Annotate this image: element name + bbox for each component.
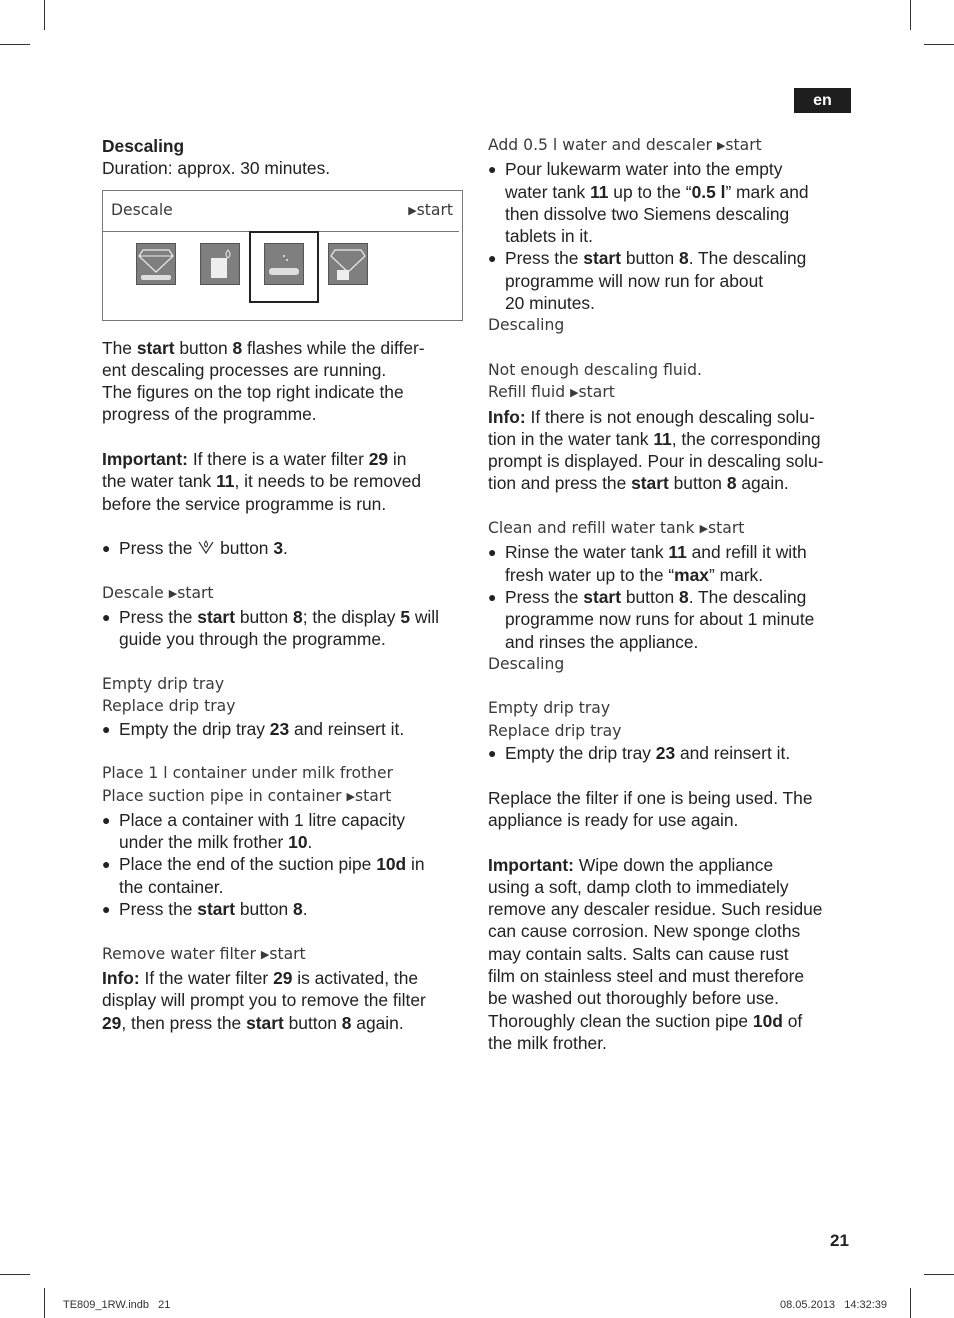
paragraph-line: progress of the programme. xyxy=(102,404,317,425)
display-start-label: ▶start xyxy=(408,200,453,219)
display-text: Empty drip tray xyxy=(488,699,611,718)
important-note-line: can cause corrosion. New sponge cloths xyxy=(488,921,801,942)
important-note-line: before the service programme is run. xyxy=(102,493,387,514)
display-text: Replace drip tray xyxy=(488,721,622,740)
language-tab: en xyxy=(794,88,851,113)
important-note-line: film on stainless steel and must therefore xyxy=(488,965,805,986)
important-note-line: may contain salts. Salts can cause rust xyxy=(488,943,789,964)
important-note: Important: If there is a water filter 29 in xyxy=(102,449,407,470)
bullet-place-container: ● Place a container with 1 litre capacity under the milk frother 10. xyxy=(102,809,464,854)
crop-mark xyxy=(910,1288,911,1318)
info-note-line: 29, then press the start button 8 again. xyxy=(102,1012,404,1033)
crop-mark xyxy=(924,1274,954,1275)
page-number: 21 xyxy=(830,1231,849,1250)
bullet-rinse-tank: ● Rinse the water tank 11 and refill it with fresh water up to the “max” mark. xyxy=(488,541,850,586)
drip-tray-icon xyxy=(264,243,304,285)
footer-date: 08.05.2013 14:32:39 xyxy=(780,1299,888,1311)
bullet-empty-drip-tray: ● Empty the drip tray 23 and reinsert it. xyxy=(102,718,464,740)
paragraph-start-flashes: The start button 8 flashes while the differ- xyxy=(102,337,425,358)
important-note-line: the water tank 11, it needs to be removed xyxy=(102,471,422,492)
section-heading: Descaling xyxy=(102,136,185,156)
info-note: Info: If there is not enough descaling solu- xyxy=(488,406,815,427)
display-text: Add 0.5 l water and descaler ▶start xyxy=(488,136,762,154)
display-header xyxy=(103,191,459,232)
display-text: Empty drip tray xyxy=(102,675,225,694)
important-note-line: be washed out thoroughly before use. xyxy=(488,988,780,1009)
important-note: Important: Wipe down the appliance xyxy=(488,854,774,875)
crop-mark xyxy=(910,0,911,30)
info-note-line: prompt is displayed. Pour in descaling solu- xyxy=(488,451,824,472)
crop-mark xyxy=(924,44,954,45)
bullet-pour-water: ● Pour lukewarm water into the empty water tank 11 up to the “0.5 l” mark and then dissolve two Siemens descaling tablets in it. xyxy=(488,158,850,247)
important-note-line: Thoroughly clean the suction pipe 10d of xyxy=(488,1010,803,1031)
left-column xyxy=(102,135,464,1034)
display-text: Clean and refill water tank ▶start xyxy=(488,519,745,538)
footer-file: TE809_1RW.indb 21 xyxy=(63,1299,171,1311)
display-text: Not enough descaling fluid. xyxy=(488,360,702,379)
display-text: Place suction pipe in container ▶start xyxy=(102,786,392,805)
bullet-place-suction-pipe: ● Place the end of the suction pipe 10d in the container. xyxy=(102,853,464,898)
bullet-empty-drip-tray: ● Empty the drip tray 23 and reinsert it. xyxy=(488,742,850,764)
crop-mark xyxy=(0,1274,30,1275)
display-text: Descale ▶start xyxy=(102,583,214,602)
info-note-line: display will prompt you to remove the filter xyxy=(102,990,426,1011)
water-glass-icon xyxy=(200,243,240,285)
crop-mark xyxy=(0,44,30,45)
paragraph-line: appliance is ready for use again. xyxy=(488,809,739,830)
bullet-press-start: ● Press the start button 8. The descaling programme will now run for about 20 minutes. xyxy=(488,247,850,314)
display-text: Remove water filter ▶start xyxy=(102,944,306,963)
important-note-line: using a soft, damp cloth to immediately xyxy=(488,876,789,897)
diamond-cup-icon xyxy=(328,243,368,285)
info-note: Info: If the water filter 29 is activated, the xyxy=(102,967,419,988)
display-text: Replace drip tray xyxy=(102,697,236,716)
display-text: Descaling xyxy=(488,654,565,673)
important-note-line: remove any descaler residue. Such residue xyxy=(488,899,823,920)
bullet-press-start-2: ● Press the start button 8. xyxy=(102,898,464,920)
paragraph-line: Replace the filter if one is being used. The xyxy=(488,787,813,808)
bullet-press-start: ● Press the start button 8; the display 5 will guide you through the programme. xyxy=(102,606,464,651)
info-note-line: tion in the water tank 11, the corresponding xyxy=(488,428,821,449)
info-note-line: tion and press the start button 8 again. xyxy=(488,473,789,494)
display-text-descale: Descale xyxy=(111,200,173,219)
bullet-press-start-2: ● Press the start button 8. The descaling programme now runs for about 1 minute and rinses the appliance. xyxy=(488,586,850,653)
right-column xyxy=(488,134,850,1054)
crop-mark xyxy=(44,0,45,30)
duration-text: Duration: approx. 30 minutes. xyxy=(102,158,331,179)
display-text: Descaling xyxy=(488,316,565,335)
paragraph-line: The figures on the top right indicate the xyxy=(102,382,404,403)
descale-diamond-icon xyxy=(136,243,176,285)
display-illustration xyxy=(102,190,463,321)
crop-mark xyxy=(44,1288,45,1318)
display-text: Refill fluid ▶start xyxy=(488,383,615,402)
important-note-line: the milk frother. xyxy=(488,1032,607,1053)
display-text: Place 1 l container under milk frother xyxy=(102,764,393,783)
bullet-press-button: ● Press the button 3. xyxy=(102,537,464,559)
paragraph-line: ent descaling processes are running. xyxy=(102,359,387,380)
descale-symbol-icon xyxy=(197,538,215,558)
